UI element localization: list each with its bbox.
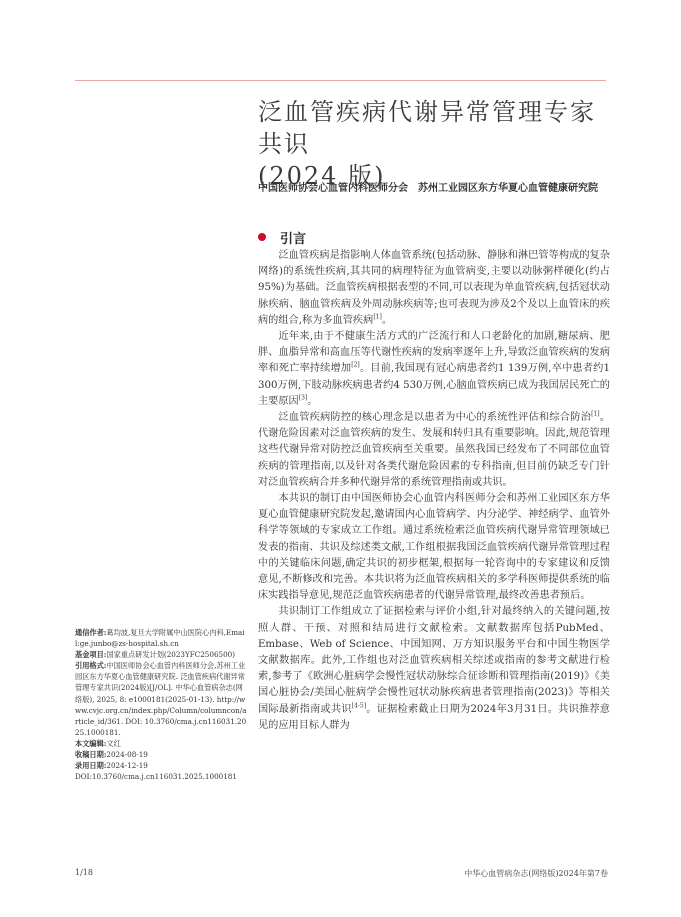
citation-ref: [1] bbox=[373, 313, 382, 321]
paragraph: 本共识的制订由中国医师协会心血管内科医师分会和苏州工业园区东方华夏心血管健康研究院发起,邀请国内心血管病学、内分泌学、神经病学、血管外科学等领域的专家成立工作组。通过系统检索泛血管疾病代谢异常管理领域已发表的指南、共识及综述类文献,工作组根据我国泛血管疾病代谢异常管理过程中的关键临床问题,确定共识的初步框架,根据每一轮咨询中的专家建议和反馈意见,不断修改和完善。本共识将为泛血管疾病相关的多学科医师提供系统的临床实践指导意见,规范泛血管疾病患者的代谢异常管理,最终改善患者预后。 bbox=[258, 493, 610, 602]
editor: 本文编辑:文红 bbox=[75, 738, 121, 748]
header-rule bbox=[75, 80, 606, 81]
journal-name: 中华心血管病杂志(网络版)2024年第7卷 bbox=[464, 869, 608, 878]
paragraph: 近年来,由于不健康生活方式的广泛流行和人口老龄化的加剧,糖尿病、肥胖、血脂异常和高血压等代谢性疾病的发病率逐年上升,导致泛血管疾病的发病率和死亡率持续增加[2]。目前,我国现有冠心病患者约1 139万例,卒中患者约1 300万例,下肢动脉疾病患者约4 530万例,心脑血管疾病已成为我国居民死亡的主要原因[3]。 bbox=[258, 331, 611, 407]
bullet-dot-icon bbox=[258, 233, 266, 241]
doi: DOI:10.3760/cma.j.cn116031.2025.1000181 bbox=[75, 772, 237, 782]
section-heading bbox=[258, 229, 306, 245]
article-title bbox=[258, 96, 618, 192]
paragraph: 共识制订工作组成立了证据检索与评价小组,针对最终纳入的关键问题,按照人群、干预、对照和结局进行文献检索。文献数据库包括PubMed、Embase、Web of Science、中国知网、万方知识服务平台和中国生物医学文献数据库。此外,工作组也对泛血管疾病相关综述或指南的参考文献进行检索,参考了《欧洲心脏病学会慢性冠状动脉综合征诊断和管理指南(2019)》《美国心脏协会/美国心脏病学会慢性冠状动脉疾病患者管理指南(2023)》等相关国际最新指南或共识[4-5]。证据检索截止日期为2024年3月31日。共识推荐意见的应用目标人群为 bbox=[258, 606, 610, 731]
funding: 基金项目:国家重点研发计划(2023YFC2506500) bbox=[75, 650, 236, 660]
title-line-1: 泛血管疾病代谢异常管理专家共识 bbox=[258, 98, 596, 158]
article-metadata bbox=[75, 627, 247, 782]
article-body bbox=[258, 248, 610, 734]
citation-ref: [4-5] bbox=[351, 702, 367, 710]
citation-ref: [1] bbox=[591, 410, 600, 418]
citation-ref: [2] bbox=[351, 362, 360, 370]
page-number: 1/18 bbox=[75, 868, 93, 877]
author-affiliations: 中国医师协会心血管内科医师分会 苏州工业园区东方华夏心血管健康研究院 bbox=[258, 183, 598, 194]
received-date: 收稿日期:2024-08-19 bbox=[75, 750, 148, 760]
accepted-date: 录用日期:2024-12-19 bbox=[75, 761, 148, 771]
citation-ref: [3] bbox=[298, 394, 308, 402]
citation-format: 引用格式:中国医师协会心血管内科医师分会,苏州工业园区东方华夏心血管健康研究院. 泛血管疾病代谢异常管理专家共识(2024版)[J/OL]. 中华心血管病杂志(网络版), 2025, 8: e1000181(2025-01-13). http://www.cvjc.org.cn/index.php/Column/columncon/article_id/361. DOI: 10.3760/cma.j.cn116031.2025.1000181. bbox=[75, 661, 247, 737]
corresponding-author: 通信作者:葛均波,复旦大学附属中山医院心内科,Email:ge.junbo@zs-hospital.sh.cn bbox=[75, 628, 245, 649]
title-line-2: (2024 版) bbox=[258, 162, 386, 190]
paragraph: 泛血管疾病是指影响人体血管系统(包括动脉、静脉和淋巴管等构成的复杂网络)的系统性疾病,其共同的病理特征为血管病变,主要以动脉粥样硬化(约占95%)为基础。泛血管疾病根据表型的不同,可以表现为单血管疾病,包括冠状动脉疾病、脑血管疾病及外周动脉疾病等;也可表现为涉及2个及以上血管床的疾病的组合,称为多血管疾病[1]。 bbox=[258, 250, 610, 326]
section-title: 引言 bbox=[280, 231, 307, 247]
paragraph: 泛血管疾病防控的核心理念是以患者为中心的系统性评估和综合防治[1]。代谢危险因素对泛血管疾病的发生、发展和转归具有重要影响。因此,规范管理这些代谢异常对防控泛血管疾病至关重要。虽然我国已经发布了不同部位血管疾病的管理指南,以及针对各类代谢危险因素的专科指南,但目前仍缺乏专门针对泛血管疾病合并多种代谢异常的系统管理指南或共识。 bbox=[258, 410, 611, 488]
